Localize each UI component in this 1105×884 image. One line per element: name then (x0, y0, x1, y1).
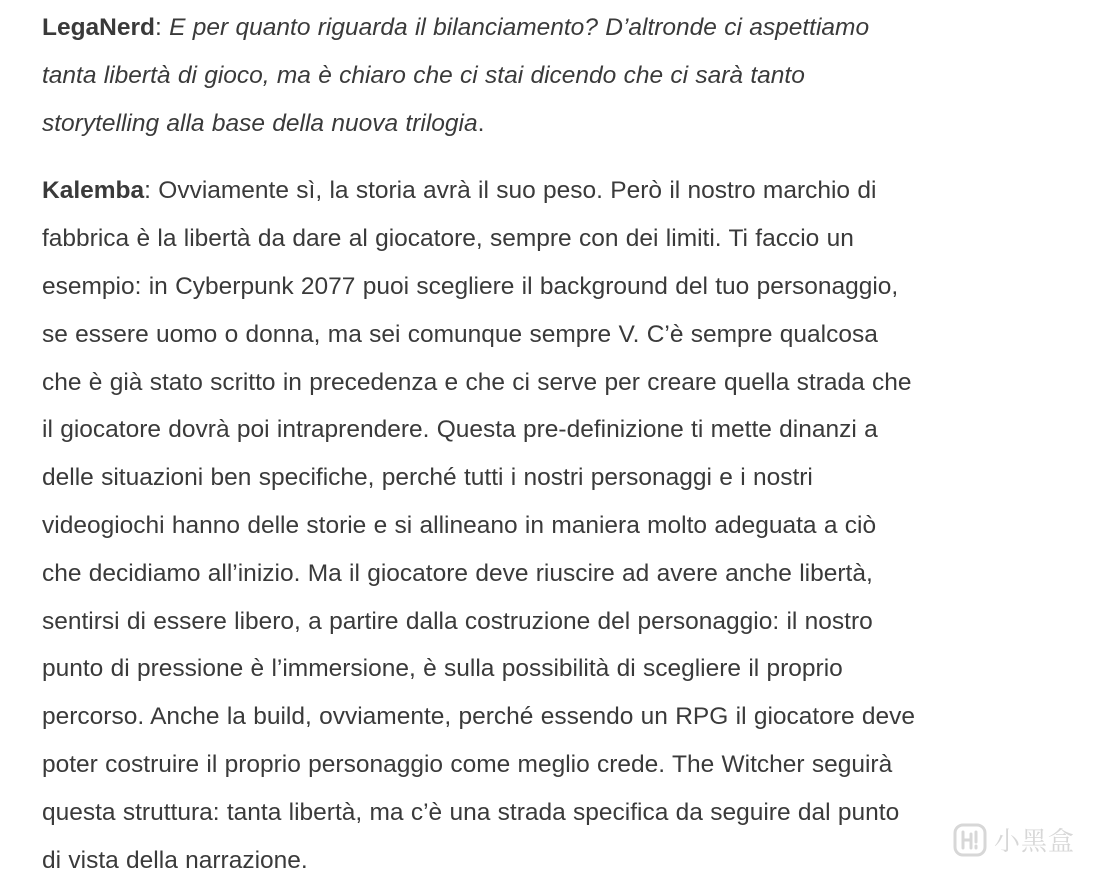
answer-text: Ovviamente sì, la storia avrà il suo peso. Però il nostro marchio di (158, 177, 877, 205)
speaker-name: Kalemba (42, 177, 145, 205)
question-end: . (477, 109, 485, 137)
watermark-text: 小黑盒 (993, 827, 1075, 857)
answer-line: punto di pressione è l’immersione, è sulla possibilità di scegliere il proprio (42, 655, 843, 683)
question-text: E per quanto riguarda il bilanciamento? D’altronde ci aspettiamo (169, 14, 870, 41)
speaker-separator: : (144, 177, 159, 205)
answer-line: che è già stato scritto in precedenza e che ci serve per creare quella strada che (42, 368, 912, 396)
question-paragraph (42, 4, 1042, 147)
answer-line: fabbrica è la libertà da dare al giocatore, sempre con dei limiti. Ti faccio un (42, 225, 854, 253)
answer-paragraph (42, 167, 1042, 884)
article-body (42, 4, 1042, 884)
question-line (42, 4, 1042, 52)
answer-line: il giocatore dovrà poi intraprendere. Questa pre-definizione ti mette dinanzi a (42, 416, 878, 444)
answer-line (42, 167, 1042, 215)
answer-line: poter costruire il proprio personaggio come meglio crede. The Witcher seguirà (42, 750, 893, 778)
heybox-logo-icon (952, 822, 988, 858)
answer-line: se essere uomo o donna, ma sei comunque sempre V. C’è sempre qualcosa (42, 320, 878, 348)
watermark (952, 821, 1075, 858)
answer-line: percorso. Anche la build, ovviamente, perché essendo un RPG il giocatore deve (42, 703, 916, 731)
answer-line: delle situazioni ben specifiche, perché tutti i nostri personaggi e i nostri (42, 464, 813, 492)
question-text: storytelling alla base della nuova trilogia (42, 109, 478, 137)
speaker-separator: : (155, 14, 170, 41)
answer-line: sentirsi di essere libero, a partire dalla costruzione del personaggio: il nostro (42, 607, 873, 635)
answer-line: videogiochi hanno delle storie e si allineano in maniera molto adeguata a ciò (42, 511, 877, 539)
question-line: tanta libertà di gioco, ma è chiaro che ci stai dicendo che ci sarà tanto (42, 61, 805, 89)
speaker-name: LegaNerd (42, 14, 156, 41)
question-line (42, 100, 1042, 148)
answer-line: esempio: in Cyberpunk 2077 puoi scegliere il background del tuo personaggio, (42, 272, 899, 300)
answer-line: questa struttura: tanta libertà, ma c’è una strada specifica da seguire dal punto (42, 798, 900, 826)
answer-line: di vista della narrazione. (42, 846, 308, 874)
answer-line: che decidiamo all’inizio. Ma il giocatore deve riuscire ad avere anche libertà, (42, 559, 873, 587)
